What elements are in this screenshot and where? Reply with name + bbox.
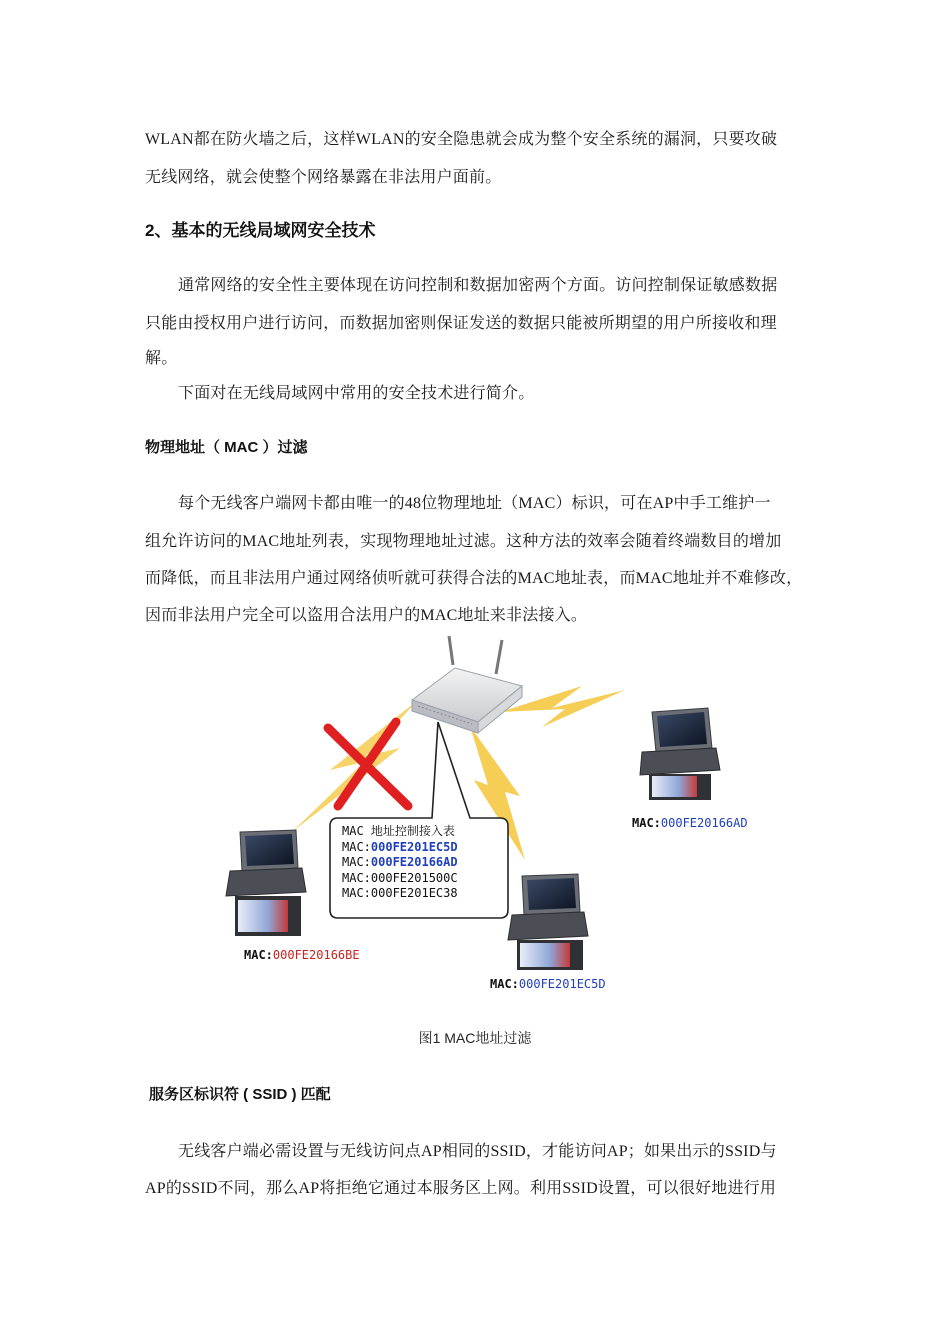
paragraph-line: WLAN都在防火墙之后，这样WLAN的安全隐患就会成为整个安全系统的漏洞，只要攻破 — [145, 131, 778, 148]
paragraph-line: 每个无线客户端网卡都由唯一的48位物理地址（MAC）标识，可在AP中手工维护一 — [178, 495, 771, 512]
mac-table-row: MAC:000FE201EC5D — [342, 839, 458, 854]
mac-table-row: MAC:000FE201500C — [342, 870, 458, 885]
figure-caption: 图1 MAC地址过滤 — [418, 1030, 532, 1046]
paragraph-line: AP的SSID不同，那么AP将拒绝它通过本服务区上网。利用SSID设置，可以很好地进行用 — [145, 1180, 777, 1197]
paragraph-line: 通常网络的安全性主要体现在访问控制和数据加密两个方面。访问控制保证敏感数据 — [178, 277, 778, 294]
client-bottom-mac: MAC:000FE201EC5D — [490, 977, 606, 991]
access-point-icon — [412, 636, 522, 733]
mac-table-title: MAC 地址控制接入表 — [342, 824, 455, 838]
subsection-heading-ssid: 服务区标识符 ( SSID ) 匹配 — [149, 1086, 331, 1103]
paragraph-line: 只能由授权用户进行访问，而数据加密则保证发送的数据只能被所期望的用户所接收和理 — [145, 315, 777, 332]
paragraph-line: 下面对在无线局域网中常用的安全技术进行简介。 — [178, 385, 535, 402]
paragraph-line: 组允许访问的MAC地址列表，实现物理地址过滤。这种方法的效率会随着终端数目的增加 — [145, 533, 782, 550]
laptop-left-icon — [226, 830, 306, 936]
laptop-right-icon — [640, 708, 720, 800]
paragraph-line: 而降低，而且非法用户通过网络侦听就可获得合法的MAC地址表，而MAC地址并不难修改， — [145, 570, 803, 587]
mac-table-row: MAC:000FE20166AD — [342, 855, 458, 869]
paragraph-line: 解。 — [145, 350, 178, 367]
paragraph-line: 无线网络，就会使整个网络暴露在非法用户面前。 — [145, 169, 502, 186]
client-left-mac: MAC:000FE20166BE — [244, 948, 360, 962]
section-heading: 2、基本的无线局域网安全技术 — [145, 221, 376, 240]
paragraph-line: 因而非法用户完全可以盗用合法用户的MAC地址来非法接入。 — [145, 607, 588, 624]
paragraph-line: 无线客户端必需设置与无线访问点AP相同的SSID，才能访问AP；如果出示的SSID与 — [178, 1143, 777, 1160]
mac-access-table — [342, 824, 458, 902]
client-right-mac: MAC:000FE20166AD — [632, 816, 748, 830]
subsection-heading-mac: 物理地址（ MAC ）过滤 — [145, 439, 308, 456]
laptop-bottom-icon — [508, 874, 588, 970]
mac-table-row: MAC:000FE201EC38 — [342, 886, 458, 900]
